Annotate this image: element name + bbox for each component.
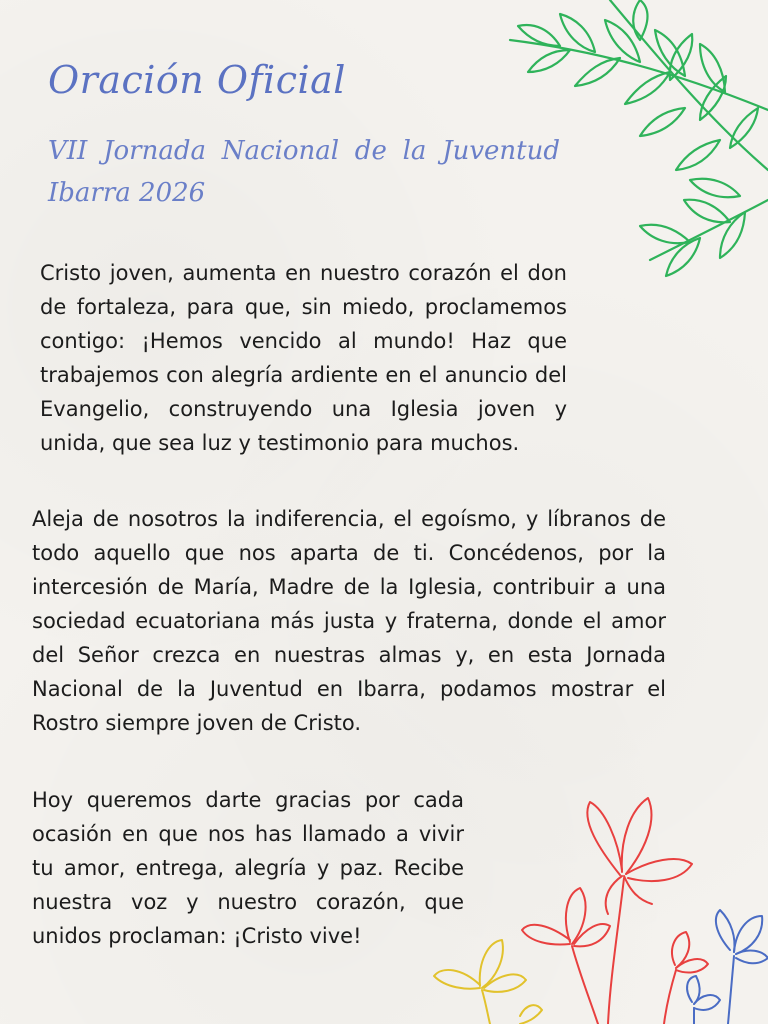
prayer-paragraph-3: Hoy queremos darte gracias por cada ocasión en que nos has llamado a vivir tu amor, entrega, alegría y paz. Recibe nuestra voz y nuestro corazón, que unidos proclaman: ¡Cristo vive! bbox=[32, 788, 464, 948]
prayer-paragraph-1: Cristo joven, aumenta en nuestro corazón el don de fortaleza, para que, sin miedo, proclamemos contigo: ¡Hemos vencido al mundo! Haz que trabajemos con alegría ardiente en el anuncio del Evangelio, construyendo una Iglesia joven y unida, que sea luz y testimonio para muchos. bbox=[40, 261, 567, 455]
page-title: Oración Oficial bbox=[48, 58, 346, 102]
flower-icon bbox=[430, 790, 768, 1024]
page-subtitle: VII Jornada Nacional de la Juventud Ibarra 2026 bbox=[48, 136, 560, 208]
prayer-paragraph-2: Aleja de nosotros la indiferencia, el egoísmo, y líbranos de todo aquello que nos aparta de ti. Concédenos, por la intercesión de María, Madre de la Iglesia, contribuir a una sociedad ecuatoriana más justa y fraterna, donde el amor del Señor crezca en nuestras almas y, en esta Jornada Nacional de la Juventud en Ibarra, podamos mostrar el Rostro siempre joven de Cristo. bbox=[32, 507, 666, 735]
